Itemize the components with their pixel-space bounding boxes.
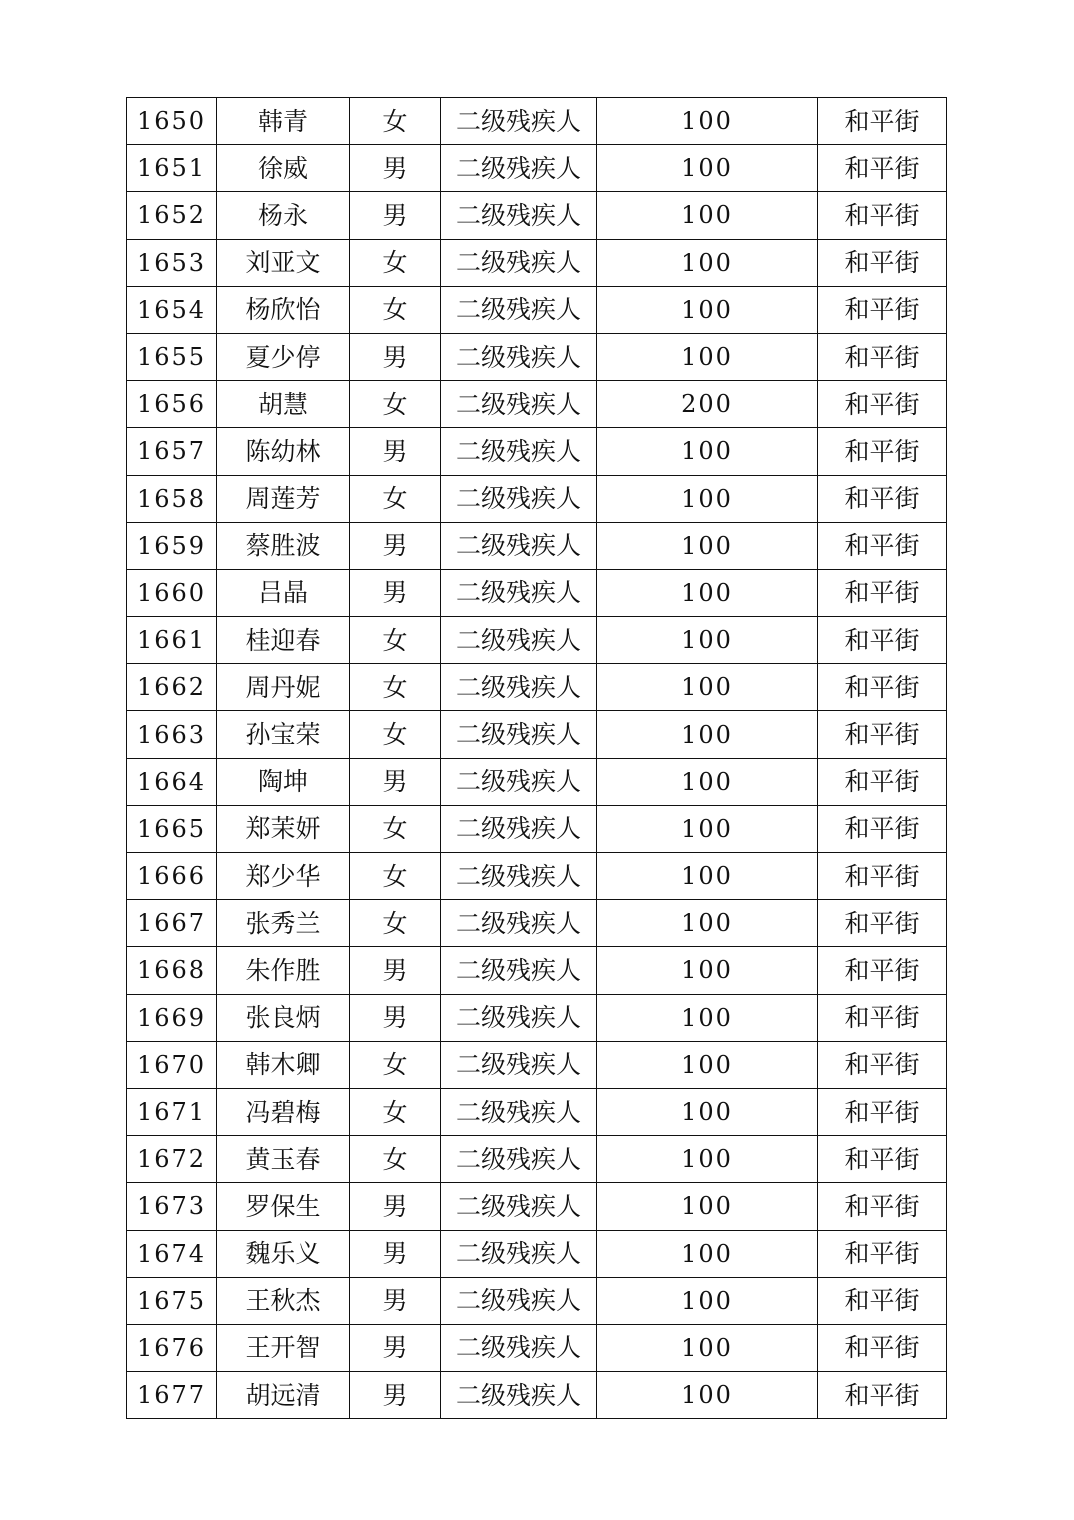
amount-cell: 100 [597, 1041, 818, 1088]
disability-level-cell: 二级残疾人 [441, 1277, 597, 1324]
amount-cell: 100 [597, 239, 818, 286]
street-cell: 和平街 [818, 1277, 947, 1324]
table-row [127, 1372, 947, 1419]
amount-cell: 100 [597, 758, 818, 805]
name-cell: 胡远清 [217, 1372, 350, 1419]
serial-number-cell: 1667 [127, 900, 217, 947]
disability-level-cell: 二级残疾人 [441, 522, 597, 569]
street-cell: 和平街 [818, 333, 947, 380]
serial-number-cell: 1652 [127, 192, 217, 239]
street-cell: 和平街 [818, 192, 947, 239]
gender-cell: 男 [350, 947, 441, 994]
name-cell: 张良炳 [217, 994, 350, 1041]
serial-number-cell: 1653 [127, 239, 217, 286]
amount-cell: 100 [597, 1372, 818, 1419]
gender-cell: 女 [350, 1136, 441, 1183]
disability-level-cell: 二级残疾人 [441, 994, 597, 1041]
street-cell: 和平街 [818, 1041, 947, 1088]
disability-level-cell: 二级残疾人 [441, 1230, 597, 1277]
serial-number-cell: 1675 [127, 1277, 217, 1324]
street-cell: 和平街 [818, 286, 947, 333]
name-cell: 刘亚文 [217, 239, 350, 286]
amount-cell: 100 [597, 475, 818, 522]
disability-level-cell: 二级残疾人 [441, 239, 597, 286]
gender-cell: 男 [350, 192, 441, 239]
table-row [127, 381, 947, 428]
serial-number-cell: 1651 [127, 145, 217, 192]
disability-level-cell: 二级残疾人 [441, 805, 597, 852]
amount-cell: 100 [597, 1277, 818, 1324]
gender-cell: 男 [350, 994, 441, 1041]
amount-cell: 100 [597, 145, 818, 192]
table-row [127, 569, 947, 616]
gender-cell: 男 [350, 333, 441, 380]
serial-number-cell: 1657 [127, 428, 217, 475]
amount-cell: 100 [597, 98, 818, 145]
serial-number-cell: 1658 [127, 475, 217, 522]
table-row [127, 1277, 947, 1324]
gender-cell: 男 [350, 758, 441, 805]
street-cell: 和平街 [818, 239, 947, 286]
name-cell: 杨永 [217, 192, 350, 239]
table-row [127, 475, 947, 522]
serial-number-cell: 1661 [127, 617, 217, 664]
name-cell: 韩木卿 [217, 1041, 350, 1088]
gender-cell: 女 [350, 1041, 441, 1088]
serial-number-cell: 1677 [127, 1372, 217, 1419]
name-cell: 杨欣怡 [217, 286, 350, 333]
roster-table-body [127, 98, 947, 1419]
amount-cell: 100 [597, 192, 818, 239]
name-cell: 桂迎春 [217, 617, 350, 664]
serial-number-cell: 1668 [127, 947, 217, 994]
gender-cell: 女 [350, 711, 441, 758]
disability-level-cell: 二级残疾人 [441, 428, 597, 475]
disability-level-cell: 二级残疾人 [441, 664, 597, 711]
disability-level-cell: 二级残疾人 [441, 333, 597, 380]
amount-cell: 100 [597, 428, 818, 475]
disability-level-cell: 二级残疾人 [441, 1041, 597, 1088]
roster-table [126, 97, 947, 1419]
serial-number-cell: 1659 [127, 522, 217, 569]
name-cell: 王开智 [217, 1324, 350, 1371]
gender-cell: 男 [350, 145, 441, 192]
amount-cell: 100 [597, 805, 818, 852]
street-cell: 和平街 [818, 522, 947, 569]
street-cell: 和平街 [818, 1230, 947, 1277]
street-cell: 和平街 [818, 1136, 947, 1183]
gender-cell: 女 [350, 239, 441, 286]
street-cell: 和平街 [818, 853, 947, 900]
gender-cell: 女 [350, 900, 441, 947]
name-cell: 郑少华 [217, 853, 350, 900]
name-cell: 吕晶 [217, 569, 350, 616]
disability-level-cell: 二级残疾人 [441, 1183, 597, 1230]
street-cell: 和平街 [818, 381, 947, 428]
street-cell: 和平街 [818, 758, 947, 805]
disability-level-cell: 二级残疾人 [441, 758, 597, 805]
disability-level-cell: 二级残疾人 [441, 1136, 597, 1183]
table-row [127, 98, 947, 145]
street-cell: 和平街 [818, 1372, 947, 1419]
street-cell: 和平街 [818, 98, 947, 145]
name-cell: 张秀兰 [217, 900, 350, 947]
table-row [127, 286, 947, 333]
gender-cell: 男 [350, 522, 441, 569]
name-cell: 孙宝荣 [217, 711, 350, 758]
serial-number-cell: 1650 [127, 98, 217, 145]
name-cell: 蔡胜波 [217, 522, 350, 569]
serial-number-cell: 1664 [127, 758, 217, 805]
table-row [127, 239, 947, 286]
gender-cell: 男 [350, 1277, 441, 1324]
gender-cell: 男 [350, 1183, 441, 1230]
disability-level-cell: 二级残疾人 [441, 192, 597, 239]
serial-number-cell: 1660 [127, 569, 217, 616]
disability-level-cell: 二级残疾人 [441, 286, 597, 333]
amount-cell: 100 [597, 1324, 818, 1371]
amount-cell: 100 [597, 522, 818, 569]
gender-cell: 女 [350, 381, 441, 428]
amount-cell: 100 [597, 286, 818, 333]
table-row [127, 428, 947, 475]
street-cell: 和平街 [818, 805, 947, 852]
serial-number-cell: 1669 [127, 994, 217, 1041]
amount-cell: 100 [597, 1230, 818, 1277]
table-row [127, 1136, 947, 1183]
serial-number-cell: 1671 [127, 1088, 217, 1135]
disability-level-cell: 二级残疾人 [441, 1324, 597, 1371]
serial-number-cell: 1662 [127, 664, 217, 711]
name-cell: 韩青 [217, 98, 350, 145]
amount-cell: 100 [597, 1183, 818, 1230]
disability-level-cell: 二级残疾人 [441, 1372, 597, 1419]
street-cell: 和平街 [818, 475, 947, 522]
amount-cell: 100 [597, 900, 818, 947]
table-row [127, 711, 947, 758]
amount-cell: 100 [597, 664, 818, 711]
serial-number-cell: 1670 [127, 1041, 217, 1088]
serial-number-cell: 1665 [127, 805, 217, 852]
gender-cell: 男 [350, 569, 441, 616]
table-row [127, 853, 947, 900]
street-cell: 和平街 [818, 664, 947, 711]
disability-level-cell: 二级残疾人 [441, 617, 597, 664]
amount-cell: 100 [597, 333, 818, 380]
serial-number-cell: 1654 [127, 286, 217, 333]
table-row [127, 1041, 947, 1088]
table-row [127, 1183, 947, 1230]
gender-cell: 女 [350, 805, 441, 852]
table-row [127, 1324, 947, 1371]
disability-level-cell: 二级残疾人 [441, 381, 597, 428]
gender-cell: 女 [350, 1088, 441, 1135]
serial-number-cell: 1672 [127, 1136, 217, 1183]
street-cell: 和平街 [818, 1183, 947, 1230]
serial-number-cell: 1673 [127, 1183, 217, 1230]
serial-number-cell: 1655 [127, 333, 217, 380]
gender-cell: 男 [350, 428, 441, 475]
gender-cell: 女 [350, 853, 441, 900]
disability-level-cell: 二级残疾人 [441, 900, 597, 947]
table-row [127, 522, 947, 569]
gender-cell: 男 [350, 1230, 441, 1277]
serial-number-cell: 1656 [127, 381, 217, 428]
name-cell: 冯碧梅 [217, 1088, 350, 1135]
gender-cell: 女 [350, 98, 441, 145]
name-cell: 周莲芳 [217, 475, 350, 522]
street-cell: 和平街 [818, 947, 947, 994]
name-cell: 陶坤 [217, 758, 350, 805]
name-cell: 陈幼林 [217, 428, 350, 475]
table-row [127, 333, 947, 380]
disability-level-cell: 二级残疾人 [441, 145, 597, 192]
gender-cell: 女 [350, 617, 441, 664]
amount-cell: 100 [597, 1136, 818, 1183]
amount-cell: 100 [597, 711, 818, 758]
table-row [127, 994, 947, 1041]
amount-cell: 200 [597, 381, 818, 428]
table-row [127, 145, 947, 192]
amount-cell: 100 [597, 853, 818, 900]
name-cell: 黄玉春 [217, 1136, 350, 1183]
disability-level-cell: 二级残疾人 [441, 1088, 597, 1135]
name-cell: 夏少停 [217, 333, 350, 380]
name-cell: 郑茉妍 [217, 805, 350, 852]
table-row [127, 664, 947, 711]
street-cell: 和平街 [818, 428, 947, 475]
gender-cell: 女 [350, 664, 441, 711]
serial-number-cell: 1676 [127, 1324, 217, 1371]
table-row [127, 1230, 947, 1277]
gender-cell: 女 [350, 475, 441, 522]
name-cell: 周丹妮 [217, 664, 350, 711]
name-cell: 徐威 [217, 145, 350, 192]
table-row [127, 900, 947, 947]
disability-level-cell: 二级残疾人 [441, 569, 597, 616]
amount-cell: 100 [597, 994, 818, 1041]
street-cell: 和平街 [818, 145, 947, 192]
serial-number-cell: 1666 [127, 853, 217, 900]
amount-cell: 100 [597, 569, 818, 616]
street-cell: 和平街 [818, 569, 947, 616]
street-cell: 和平街 [818, 1324, 947, 1371]
name-cell: 魏乐义 [217, 1230, 350, 1277]
street-cell: 和平街 [818, 711, 947, 758]
table-row [127, 617, 947, 664]
disability-level-cell: 二级残疾人 [441, 853, 597, 900]
name-cell: 王秋杰 [217, 1277, 350, 1324]
street-cell: 和平街 [818, 900, 947, 947]
gender-cell: 男 [350, 1372, 441, 1419]
table-row [127, 805, 947, 852]
name-cell: 罗保生 [217, 1183, 350, 1230]
name-cell: 朱作胜 [217, 947, 350, 994]
serial-number-cell: 1674 [127, 1230, 217, 1277]
street-cell: 和平街 [818, 617, 947, 664]
amount-cell: 100 [597, 617, 818, 664]
name-cell: 胡慧 [217, 381, 350, 428]
gender-cell: 女 [350, 286, 441, 333]
table-row [127, 192, 947, 239]
street-cell: 和平街 [818, 1088, 947, 1135]
table-row [127, 758, 947, 805]
disability-level-cell: 二级残疾人 [441, 947, 597, 994]
amount-cell: 100 [597, 1088, 818, 1135]
gender-cell: 男 [350, 1324, 441, 1371]
table-row [127, 1088, 947, 1135]
amount-cell: 100 [597, 947, 818, 994]
street-cell: 和平街 [818, 994, 947, 1041]
disability-level-cell: 二级残疾人 [441, 98, 597, 145]
serial-number-cell: 1663 [127, 711, 217, 758]
disability-level-cell: 二级残疾人 [441, 475, 597, 522]
disability-level-cell: 二级残疾人 [441, 711, 597, 758]
table-row [127, 947, 947, 994]
